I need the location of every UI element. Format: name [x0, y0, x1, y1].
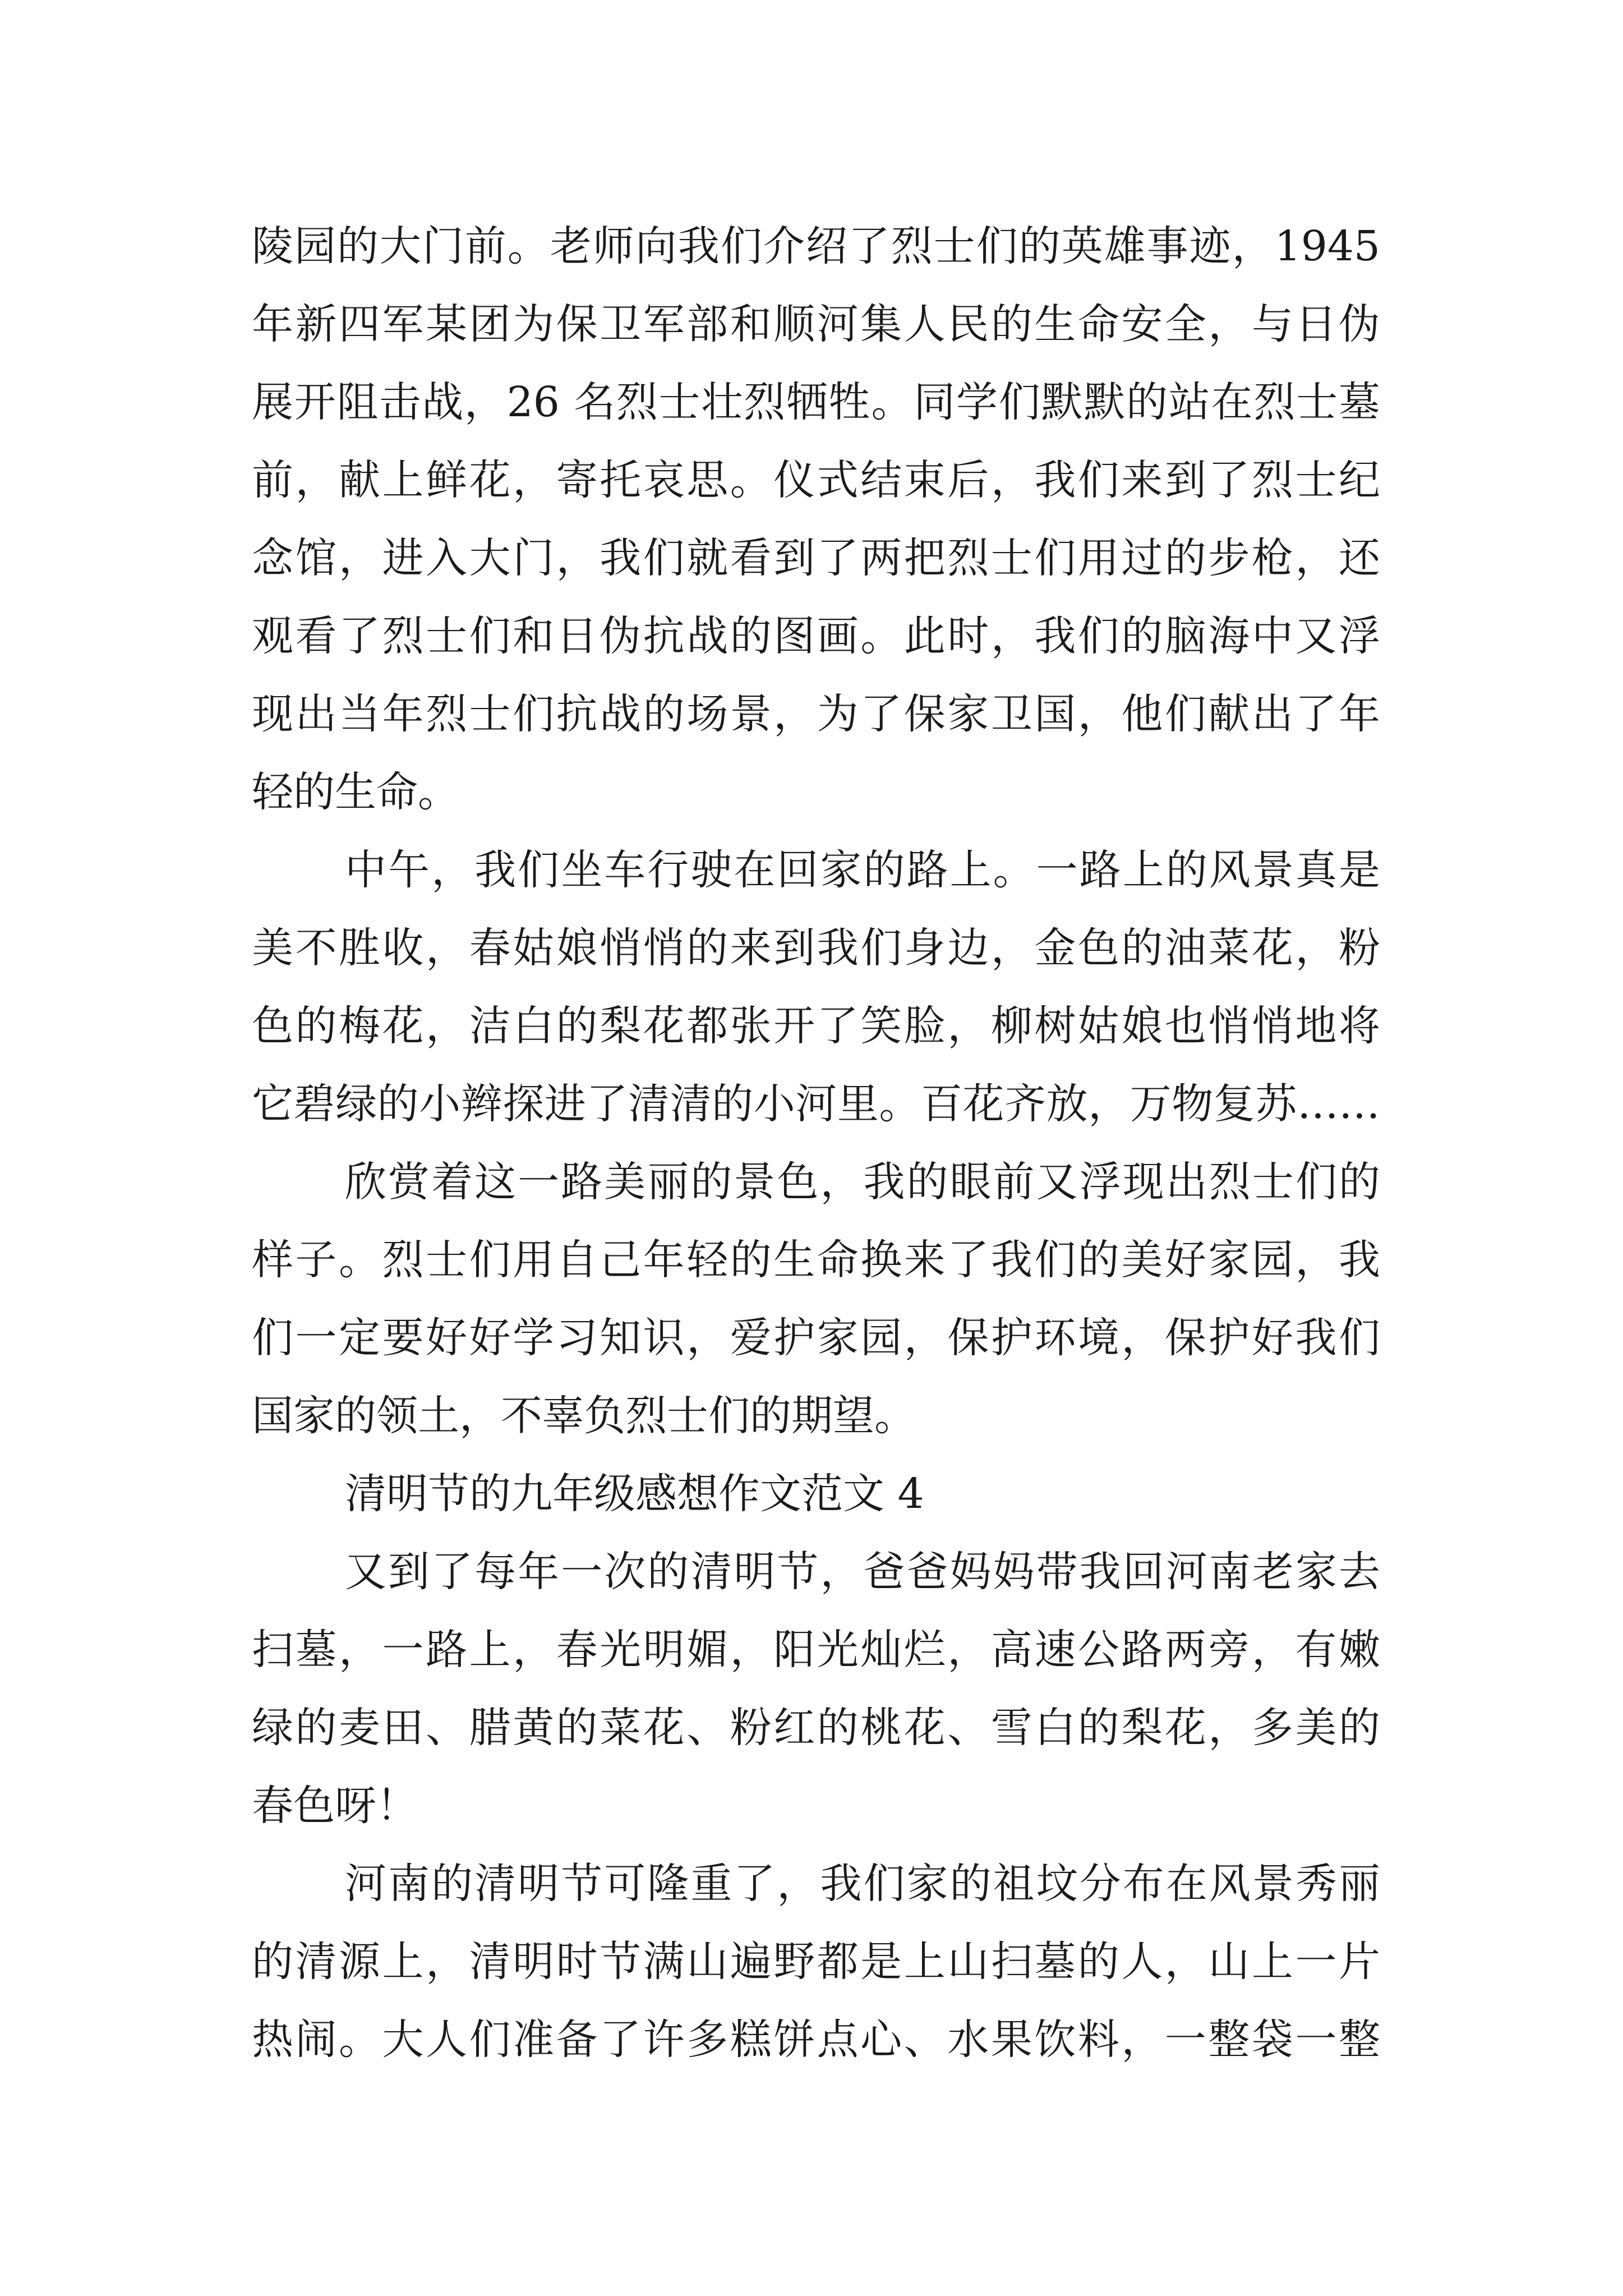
- text-line: 前，献上鲜花，寄托哀思。仪式结束后，我们来到了烈士纪: [252, 456, 1380, 504]
- body-text: [252, 208, 1380, 2079]
- text-line: 绿的麦田、腊黄的菜花、粉红的桃花、雪白的梨花，多美的: [252, 1704, 1380, 1752]
- text-line: 春色呀！: [252, 1782, 418, 1830]
- paragraph-first-line: 欣赏着这一路美丽的景色，我的眼前又浮现出烈士们的: [345, 1158, 1380, 1206]
- text-line: 它碧绿的小辫探进了清清的小河里。百花齐放，万物复苏……: [252, 1080, 1380, 1128]
- text-line: 陵园的大门前。老师向我们介绍了烈士们的英雄事迹，1945: [252, 222, 1380, 270]
- paragraph-first-line: 清明节的九年级感想作文范文 4: [345, 1470, 924, 1518]
- text-line: 现出当年烈士们抗战的场景，为了保家卫国，他们献出了年: [252, 690, 1380, 738]
- text-line: 观看了烈士们和日伪抗战的图画。此时，我们的脑海中又浮: [252, 612, 1380, 660]
- text-line: 扫墓，一路上，春光明媚，阳光灿烂，高速公路两旁，有嫩: [252, 1626, 1380, 1674]
- paragraph-first-line: 河南的清明节可隆重了，我们家的祖坟分布在风景秀丽: [345, 1860, 1380, 1908]
- paragraph-first-line: 又到了每年一次的清明节，爸爸妈妈带我回河南老家去: [345, 1548, 1380, 1596]
- text-line: 样子。烈士们用自己年轻的生命换来了我们的美好家园，我: [252, 1236, 1380, 1284]
- text-line: 色的梅花，洁白的梨花都张开了笑脸，柳树姑娘也悄悄地将: [252, 1002, 1380, 1050]
- text-line: 的清源上，清明时节满山遍野都是上山扫墓的人，山上一片: [252, 1938, 1380, 1986]
- text-line: 美不胜收，春姑娘悄悄的来到我们身边，金色的油菜花，粉: [252, 924, 1380, 972]
- text-line: 国家的领土，不辜负烈士们的期望。: [252, 1392, 916, 1440]
- text-line: 们一定要好好学习知识，爱护家园，保护环境，保护好我们: [252, 1314, 1380, 1362]
- text-line: 念馆，进入大门，我们就看到了两把烈士们用过的步枪，还: [252, 534, 1380, 582]
- text-line: 热闹。大人们准备了许多糕饼点心、水果饮料，一整袋一整: [252, 2016, 1380, 2064]
- text-line: 展开阻击战，26 名烈士壮烈牺牲。同学们默默的站在烈士墓: [252, 378, 1380, 426]
- text-line: 年新四军某团为保卫军部和顺河集人民的生命安全，与日伪: [252, 300, 1380, 348]
- paragraph-first-line: 中午，我们坐车行驶在回家的路上。一路上的风景真是: [345, 846, 1380, 894]
- text-line: 轻的生命。: [252, 768, 459, 816]
